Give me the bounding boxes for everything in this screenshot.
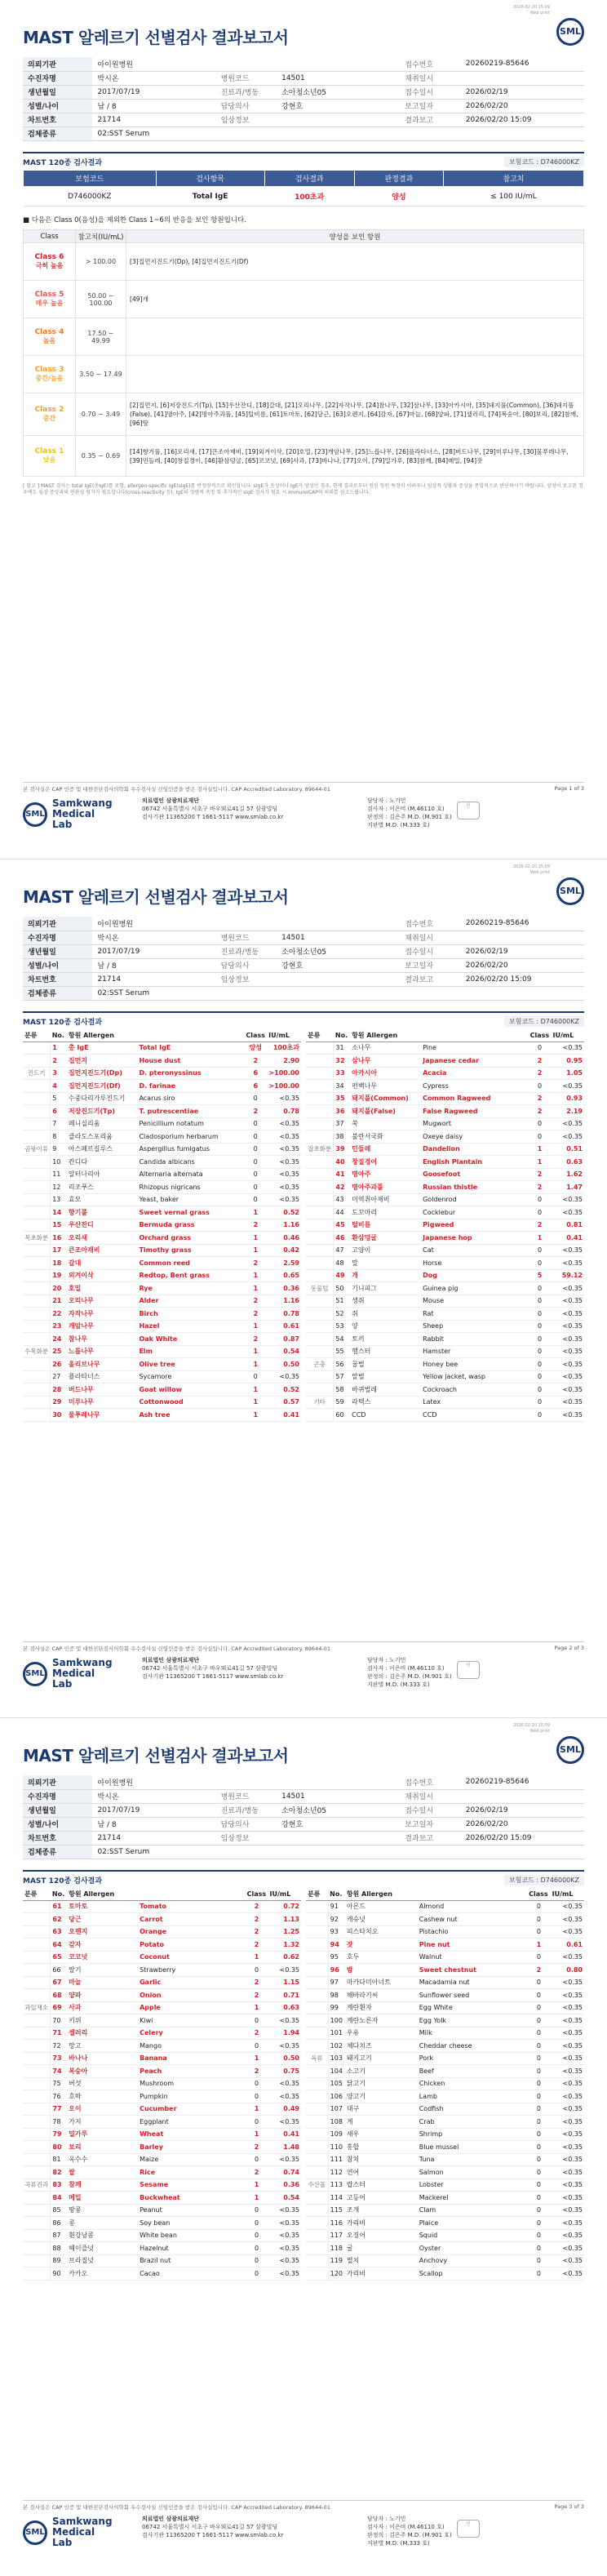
class-row xyxy=(24,281,584,318)
class-range: 3.50 ~ 17.49 xyxy=(76,356,126,393)
table-row: 62 당근 Carrot 2 1.13 xyxy=(23,1913,301,1926)
table-row: 26 올리브나무 Olive tree 1 0.50 xyxy=(23,1358,301,1371)
table-row: 75 버섯 Mushroom 0 <0.35 xyxy=(23,2077,301,2090)
results-section: MAST 120종 검사결과 보험코드 : D746000KZ 분류 No. 항원 Allergen Class IU/mL 1 총 IgE Total IgE 양성 100초과 2 집먼지 House dust 2 2.90 진드기 3 집먼지진드기(Dp) D. pteronyssinus 6 >100.00 4 집먼지진드기(Df) D. farinae 6 >100.00 5 수중다리가루진드기 Acarus siro 0 <0.35 6 저장진드기(Tp) T. putrescentiae 2 0.78 7 페니실리움 Penicillium notatum 0 <0.35 8 클라도스포리움 Cladosporium herbarum 0 <0.35 곰팡이류 9 아스페르길루스 Aspergillus fumigatus 0 <0.35 10 칸디다 Candida albicans 0 <0.35 11 알터나리아 Alternaria alternata 0 <0.35 12 리조푸스 Rhizopus nigricans 0 <0.35 13 효모 Yeast, baker 0 <0.35 14 향기풀 Sweet vernal grass 1 0.52 15 우산잔디 Bermuda grass 2 1.16 목초화분 16 오리새 Orchard grass 1 0.46 17 큰조아재비 Timothy grass 1 0.42 18 갈대 Common reed 2 2.59 19 외겨이삭 Redtop, Bent grass 1 0.65 20 호밀 Rye 1 0.36 21 오리나무 Alder 2 1.16 22 자작나무 Birch 2 0.78 23 개암나무 Hazel 1 0.61 24 참나무 Oak White 2 0.87 수목화분 25 느릅나무 Elm 1 0.54 26 올리브나무 Olive tree 1 0.50 27 플라타너스 Sycamore 0 <0.35 28 버드나무 Goat willow 1 0.52 29 미루나무 Cottonwood 1 0.57 30 물푸레나무 Ash tree 1 0.41 분류 No. 항원 Allergen Class IU/mL 31 소나무 Pine 0 <0.35 32 삼나무 Japanese cedar 2 0.95 33 아카시아 Acacia 2 1.05 34 편백나무 Cypress 0 <0.35 35 돼지풀(Common) Common Ragweed 2 0.93 36 돼지풀(False) False Ragweed 2 2.19 37 쑥 Mugwort 0 <0.35 38 불란서국화 Oxeye daisy 0 <0.35 잡초화분 39 민들레 Dandelion 1 0.51 40 창질경이 English Plantain 1 0.63 41 명아주 Goosefoot 2 1.62 42 명아주과풀 Russian thistle 2 1.47 43 미역취아재비 Goldenrod 0 <0.35 44 도꼬마리 Cocklebur 0 <0.35 45 털비름 Pigweed 2 0.81 46 환삼덩굴 Japanese hop 1 0.41 47 고양이 Cat 0 <0.35 48 말 Horse 0 <0.35 49 개 Dog 5 59.12 동물털 50 기니피그 Guinea pig 0 <0.35 51 생쥐 Mouse 0 <0.35 52 쥐 Rat 0 <0.35 53 양 Sheep 0 <0.35 54 토끼 Rabbit 0 <0.35 55 햄스터 Hamster 0 <0.35 곤충 56 꿀벌 Honey bee 0 <0.35 57 말벌 Yellow jacket, wasp 0 <0.35 58 바퀴벌레 Cockroach 0 <0.35 기타 59 라텍스 Latex 0 <0.35 60 CCD CCD 0 <0.35 xyxy=(0,1011,607,1422)
patient-info-table xyxy=(23,917,584,1001)
info-row: 의뢰기관 아이원병원 접수번호 20260219-85646 xyxy=(23,1775,584,1789)
sml-logo-icon: SML xyxy=(556,18,584,46)
table-row: 53 양 Sheep 0 <0.35 xyxy=(306,1320,584,1333)
company-logo: SML Samkwang Medical Lab xyxy=(23,798,117,830)
company-address: 의료법인 삼광의료재단 06742 서울특별시 서초구 바우뫼로41길 57 삼광빌딩 검사기관 11365200 T 1661-5117 www.smlab.co.kr xyxy=(142,1657,284,1680)
table-row: 1 총 IgE Total IgE 양성 100초과 xyxy=(23,1042,301,1055)
class-label: Class 4 높음 xyxy=(24,318,76,356)
table-row: 109 새우 Shrimp 0 <0.35 xyxy=(306,2128,584,2141)
class-table: Class 참고치(IU/mL) 양성을 보인 항원 Class 6 극히 높음 > 100.00 [3]집먼지진드기(Dp), [4]집먼지진드기(Df) Class 5 매우 높음 50.00 ~ 100.00 [49]개 Class 4 높음 17.50 ~ 49.99 Class 3 중간/높음 3.50 ~ 17.49 Class 2 중간 0.70 ~ 3.49 [2]집먼지, [6]저장진드기(Tp), [15]우산잔디, [18]갈대, [21]오리나무, [22]자작나무, [24]참나무, [32]삼나무, [33]아카시아, [35]돼지풀(Common), [36]돼지풀(False), [41]명아주, [42]명아주과풀, [45]털비름, [61]토마토, [62]당근, [63]오렌지, [64]감자, [67]마늘, [68]양파, [71]셀러리, [74]복숭아, [80]보리, [82]참깨, [96]땅 Class 1 낮음 0.35 ~ 0.69 [14]향기풀, [16]오리새, [17]큰조아재비, [19]외겨이삭, [20]호밀, [23]개암나무, [25]느릅나무, [26]플라타너스, [28]버드나무, [29]미루나무, [30]물푸레나무, [39]민들레, [40]창질경이, [46]환삼덩굴, [65]코코넛, [69]사과, [73]바나나, [77]오이, [79]밀가루, [83]참깨, [84]메밀, [94]잣 xyxy=(23,229,584,477)
company-logo: SML Samkwang Medical Lab xyxy=(23,2516,117,2548)
table-row: 기타 59 라텍스 Latex 0 <0.35 xyxy=(306,1396,584,1409)
info-row: 생년월일 2017/07/19 진료과/병동 소아청소년05 접수일시 2026/02/19 xyxy=(23,1803,584,1817)
table-row: 46 환삼덩굴 Japanese hop 1 0.41 xyxy=(306,1232,584,1245)
table-row: 85 땅콩 Peanut 0 <0.35 xyxy=(23,2204,301,2217)
info-row: 성별/나이 남 / 8 담당의사 강현호 보고일자 2026/02/20 xyxy=(23,1817,584,1831)
table-row: 48 말 Horse 0 <0.35 xyxy=(306,1257,584,1270)
table-row: 116 가리비 Plaice 0 <0.35 xyxy=(306,2217,584,2230)
table-row: 6 저장진드기(Tp) T. putrescentiae 2 0.78 xyxy=(23,1105,301,1118)
table-row: 목초화분 16 오리새 Orchard grass 1 0.46 xyxy=(23,1232,301,1245)
results-table-left xyxy=(23,1888,301,2281)
company-address: 의료법인 삼광의료재단 06742 서울특별시 서초구 바우뫼로41길 57 삼광빌딩 검사기관 11365200 T 1661-5117 www.smlab.co.kr xyxy=(142,797,284,820)
results-grid xyxy=(23,1029,584,1422)
table-row: 11 알터나리아 Alternaria alternata 0 <0.35 xyxy=(23,1168,301,1181)
table-row: 106 양고기 Lamb 0 <0.35 xyxy=(306,2090,584,2103)
table-row: 89 브라질넛 Brazil nut 0 <0.35 xyxy=(23,2254,301,2267)
table-row: 잡초화분 39 민들레 Dandelion 1 0.51 xyxy=(306,1143,584,1156)
class-range: 0.70 ~ 3.49 xyxy=(76,393,126,436)
summary-table: 보험코드 검사항목 검사결과 판정결과 참고치 D746000KZ Total IgE 100초과 양성 ≤ 100 IU/mL xyxy=(23,170,584,207)
table-row: 21 오리나무 Alder 2 1.16 xyxy=(23,1295,301,1308)
class-range: 17.50 ~ 49.99 xyxy=(76,318,126,356)
section-title: MAST 120종 검사결과 xyxy=(23,159,103,167)
table-row: 15 우산잔디 Bermuda grass 2 1.16 xyxy=(23,1219,301,1232)
table-row: 98 해바라기씨 Sunflower seed 0 <0.35 xyxy=(306,1989,584,2002)
info-row: 생년월일 2017/07/19 진료과/병동 소아청소년05 접수일시 2026/02/19 xyxy=(23,944,584,958)
table-row: 111 참치 Tuna 0 <0.35 xyxy=(306,2153,584,2166)
class-antigens: [3]집먼지진드기(Dp), [4]집먼지진드기(Df) xyxy=(126,243,584,281)
signers: 담당자 : 노기민 검사자 : 이은비 (M.46110 호) 판정의 : 김은주 M.D. (M.901 호) 지판별 M.D. (M.333 호) xyxy=(367,1657,452,1688)
class-row xyxy=(24,436,584,477)
table-row: 24 참나무 Oak White 2 0.87 xyxy=(23,1333,301,1346)
table-row: 87 흰강낭콩 White bean 0 <0.35 xyxy=(23,2229,301,2242)
seal-icon: 인 xyxy=(457,802,480,819)
table-row: 74 복숭아 Peach 2 0.75 xyxy=(23,2065,301,2078)
class-range: > 100.00 xyxy=(76,243,126,281)
table-row: 4 집먼지진드기(Df) D. farinae 6 >100.00 xyxy=(23,1080,301,1093)
table-row: 과일채소 69 사과 Apple 1 0.63 xyxy=(23,2001,301,2014)
table-row: 64 감자 Potato 2 1.32 xyxy=(23,1939,301,1952)
results-section: MAST 120종 검사결과 보험코드 : D746000KZ 분류 No. 항원 Allergen Class IU/mL 61 토마토 Tomato 2 0.72 62 당근 Carrot 2 1.13 63 오렌지 Orange 2 1.25 64 감자 Potato 2 1.32 65 코코넛 Coconut 1 0.62 66 딸기 Strawberry 0 <0.35 67 마늘 Garlic 2 1.15 68 양파 Onion 2 0.71 과일채소 69 사과 Apple 1 0.63 70 키위 Kiwi 0 <0.35 71 셀러리 Celery 2 1.94 72 망고 Mango 0 <0.35 73 바나나 Banana 1 0.50 74 복숭아 Peach 2 0.75 75 버섯 Mushroom 0 <0.35 76 호박 Pumpkin 0 <0.35 77 오이 Cucumber 1 0.49 78 가지 Eggplant 0 <0.35 79 밀가루 Wheat 1 0.41 80 보리 Barley 2 1.48 81 옥수수 Maize 0 <0.35 82 쌀 Rice 2 0.74 곡류견과 83 참깨 Sesame 1 0.36 84 메밀 Buckwheat 1 0.54 85 땅콩 Peanut 0 <0.35 86 콩 Soy bean 0 <0.35 87 흰강낭콩 White bean 0 <0.35 88 헤이즐넛 Hazelnut 0 <0.35 89 브라질넛 Brazil nut 0 <0.35 90 카카오 Cacao 0 <0.35 분류 No. 항원 Allergen Class IU/mL 91 아몬드 Almond 0 <0.35 92 캐슈넛 Cashew nut 0 <0.35 93 피스타치오 Pistachio 0 <0.35 94 잣 Pine nut 1 0.61 95 호두 Walnut 0 <0.35 96 밤 Sweet chestnut 2 0.80 97 마카다미아너트 Macadamia nut 0 <0.35 98 해바라기씨 Sunflower seed 0 <0.35 99 계란흰자 Egg White 0 <0.35 100 계란노른자 Egg Yolk 0 <0.35 101 우유 Milk 0 <0.35 102 체다치즈 Cheddar cheese 0 <0.35 육류 103 돼지고기 Pork 0 <0.35 104 소고기 Beef 0 <0.35 105 닭고기 Chicken 0 <0.35 106 양고기 Lamb 0 <0.35 107 대구 Codfish 0 <0.35 108 게 Crab 0 <0.35 109 새우 Shrimp 0 <0.35 110 홍합 Blue mussel 0 <0.35 111 참치 Tuna 0 <0.35 112 연어 Salmon 0 <0.35 수산물 113 랍스터 Lobster 0 <0.35 114 고등어 Mackerel 0 <0.35 115 조개 Clam 0 <0.35 116 가리비 Plaice 0 <0.35 117 오징어 Squid 0 <0.35 118 굴 Oyster 0 <0.35 119 멸치 Anchovy 0 <0.35 120 가리비 Scallop 0 <0.35 xyxy=(0,1870,607,2281)
table-row: 61 토마토 Tomato 2 0.72 xyxy=(23,1900,301,1913)
table-row: 진드기 3 집먼지진드기(Dp) D. pteronyssinus 6 >100.00 xyxy=(23,1067,301,1080)
table-row: 79 밀가루 Wheat 1 0.41 xyxy=(23,2128,301,2141)
table-row: 육류 103 돼지고기 Pork 0 <0.35 xyxy=(306,2052,584,2065)
table-row: 81 옥수수 Maize 0 <0.35 xyxy=(23,2153,301,2166)
table-row: 78 가지 Eggplant 0 <0.35 xyxy=(23,2116,301,2129)
table-row: 120 가리비 Scallop 0 <0.35 xyxy=(306,2267,584,2281)
table-row: 95 호두 Walnut 0 <0.35 xyxy=(306,1951,584,1964)
table-row: 51 생쥐 Mouse 0 <0.35 xyxy=(306,1295,584,1308)
info-row: 차트번호 21714 임상정보 결과보고 2026/02/20 15:09 xyxy=(23,113,584,127)
sml-logo-icon: SML xyxy=(556,1736,584,1764)
report-title: MAST 알레르기 선별검사 결과보고서 xyxy=(23,28,289,47)
company-logo: SML Samkwang Medical Lab xyxy=(23,1658,117,1690)
table-row: 20 호밀 Rye 1 0.36 xyxy=(23,1282,301,1295)
signers: 담당자 : 노기민 검사자 : 이은비 (M.46110 호) 판정의 : 김은주 M.D. (M.901 호) 지판별 M.D. (M.333 호) xyxy=(367,797,452,828)
table-row: 12 리조푸스 Rhizopus nigricans 0 <0.35 xyxy=(23,1181,301,1194)
table-row: 곰팡이류 9 아스페르길루스 Aspergillus fumigatus 0 <0.35 xyxy=(23,1143,301,1156)
table-row: 8 클라도스포리움 Cladosporium herbarum 0 <0.35 xyxy=(23,1130,301,1144)
table-row: 86 콩 Soy bean 0 <0.35 xyxy=(23,2217,301,2230)
table-row: 57 말벌 Yellow jacket, wasp 0 <0.35 xyxy=(306,1370,584,1383)
table-header: 분류 No. 항원 Allergen Class IU/mL xyxy=(23,1888,301,1900)
table-row: 107 대구 Codfish 0 <0.35 xyxy=(306,2103,584,2116)
table-row: 29 미루나무 Cottonwood 1 0.57 xyxy=(23,1396,301,1409)
page-footer: 본 검사실은 CAP 인증 및 대한진단검사의학회 우수검사실 신임인증을 받은 검사실입니다. CAP Accredited Laboratory. 89644-01 Page 3 of 3 xyxy=(23,2500,584,2511)
class-antigens xyxy=(126,318,584,356)
table-row: 71 셀러리 Celery 2 1.94 xyxy=(23,2027,301,2040)
info-row: 차트번호 21714 임상정보 결과보고 2026/02/20 15:09 xyxy=(23,972,584,986)
class-antigens xyxy=(126,356,584,393)
class-antigens: [2]집먼지, [6]저장진드기(Tp), [15]우산잔디, [18]갈대, [21]오리나무, [22]자작나무, [24]참나무, [32]삼나무, [33]아카시아, [35]돼지풀(Common), [36]돼지풀(False), [41]명아주, [42]명아주과풀, [45]털비름, [61]토마토, [62]당근, [63]오렌지, [64]감자, [67]마늘, [68]양파, [71]셀러리, [74]복숭아, [80]보리, [82]참깨, [96]땅 xyxy=(126,393,584,436)
table-row: 34 편백나무 Cypress 0 <0.35 xyxy=(306,1080,584,1093)
company-address: 의료법인 삼광의료재단 06742 서울특별시 서초구 바우뫼로41길 57 삼광빌딩 검사기관 11365200 T 1661-5117 www.smlab.co.kr xyxy=(142,2516,284,2538)
page-footer: 본 검사실은 CAP 인증 및 대한진단검사의학회 우수검사실 신임인증을 받은 검사실입니다. CAP Accredited Laboratory. 89644-01 Page 2 of 3 xyxy=(23,1641,584,1652)
table-row: 68 양파 Onion 2 0.71 xyxy=(23,1989,301,2002)
table-row: 22 자작나무 Birch 2 0.78 xyxy=(23,1308,301,1321)
table-row: 60 CCD CCD 0 <0.35 xyxy=(306,1409,584,1422)
info-row: 검체종류 02:SST Serum xyxy=(23,1845,584,1859)
table-row: 118 굴 Oyster 0 <0.35 xyxy=(306,2242,584,2255)
table-header: 분류 No. 항원 Allergen Class IU/mL xyxy=(23,1029,301,1042)
info-row: 성별/나이 남 / 8 담당의사 강현호 보고일자 2026/02/20 xyxy=(23,99,584,113)
table-row: 18 갈대 Common reed 2 2.59 xyxy=(23,1257,301,1270)
table-row: 91 아몬드 Almond 0 <0.35 xyxy=(306,1900,584,1913)
table-header: 분류 No. 항원 Allergen Class IU/mL xyxy=(306,1888,584,1900)
table-row: 52 쥐 Rat 0 <0.35 xyxy=(306,1308,584,1321)
info-row: 차트번호 21714 임상정보 결과보고 2026/02/20 15:09 xyxy=(23,1831,584,1845)
sml-logo-icon: SML xyxy=(556,877,584,905)
table-row: 55 햄스터 Hamster 0 <0.35 xyxy=(306,1345,584,1358)
table-row: 수산물 113 랍스터 Lobster 0 <0.35 xyxy=(306,2178,584,2192)
table-row: 70 키위 Kiwi 0 <0.35 xyxy=(23,2014,301,2027)
table-row: 58 바퀴벌레 Cockroach 0 <0.35 xyxy=(306,1383,584,1397)
table-row: 96 밤 Sweet chestnut 2 0.80 xyxy=(306,1964,584,1977)
table-row: 27 플라타너스 Sycamore 0 <0.35 xyxy=(23,1370,301,1383)
table-row: 수목화분 25 느릅나무 Elm 1 0.54 xyxy=(23,1345,301,1358)
table-row: 43 미역취아재비 Goldenrod 0 <0.35 xyxy=(306,1193,584,1206)
info-row: 성별/나이 남 / 8 담당의사 강현호 보고일자 2026/02/20 xyxy=(23,958,584,972)
table-row: 28 버드나무 Goat willow 1 0.52 xyxy=(23,1383,301,1397)
class-antigens: [49]개 xyxy=(126,281,584,318)
info-row: 생년월일 2017/07/19 진료과/병동 소아청소년05 접수일시 2026/02/19 xyxy=(23,85,584,99)
table-row: 73 바나나 Banana 1 0.50 xyxy=(23,2052,301,2065)
table-row: 105 닭고기 Chicken 0 <0.35 xyxy=(306,2077,584,2090)
info-row: 수진자명 박시온 병원코드 14501 채취일시 xyxy=(23,71,584,85)
table-row: 19 외겨이삭 Redtop, Bent grass 1 0.65 xyxy=(23,1269,301,1282)
table-row: 97 마카다미아너트 Macadamia nut 0 <0.35 xyxy=(306,1976,584,1989)
table-row: 14 향기풀 Sweet vernal grass 1 0.52 xyxy=(23,1206,301,1219)
table-row: 100 계란노른자 Egg Yolk 0 <0.35 xyxy=(306,2014,584,2027)
class-row xyxy=(24,356,584,393)
table-row: 110 홍합 Blue mussel 0 <0.35 xyxy=(306,2141,584,2154)
class-range: 50.00 ~ 100.00 xyxy=(76,281,126,318)
table-row: 41 명아주 Goosefoot 2 1.62 xyxy=(306,1168,584,1181)
results-table-right xyxy=(306,1029,584,1422)
report-title: MAST 알레르기 선별검사 결과보고서 xyxy=(23,1746,289,1765)
info-row: 수진자명 박시온 병원코드 14501 채취일시 xyxy=(23,1789,584,1803)
table-row: 90 카카오 Cacao 0 <0.35 xyxy=(23,2267,301,2281)
table-row: 곡류견과 83 참깨 Sesame 1 0.36 xyxy=(23,2178,301,2192)
table-row: 117 오징어 Squid 0 <0.35 xyxy=(306,2229,584,2242)
table-row: 23 개암나무 Hazel 1 0.61 xyxy=(23,1320,301,1333)
report-page-3: 2026-02-20 15:09 Web print MAST 알레르기 선별검사 결과보고서 SML 의뢰기관 아이원병원 접수번호 20260219-85646 수진자명 박시온 병원코드 14501 채취일시 생년월일 2017/07/19 진료과/병동 소아청소년05 접수일시 2026/02/19 성별/나이 남 / 8 담당의사 강현호 보고일자 2026/02/20 차트번호 21714 임상정보 결과보고 2026/02/20 15:09 검체종류 02:SST Serum MAST 120종 검사결과 보험코드 : D746000KZ 분류 No. 항원 Allergen Class IU/mL 61 토마토 Tomato 2 0.72 62 당근 Carrot 2 1.13 63 오렌지 Orange 2 1.25 64 감자 Potato 2 1.32 65 코코넛 Coconut 1 0.62 66 딸기 Strawberry 0 <0.35 67 마늘 Garlic 2 1.15 68 양파 Onion 2 0.71 과일채소 69 사과 Apple 1 0.63 70 키위 Kiwi 0 <0.35 71 셀러리 Celery 2 1.94 72 망고 Mango 0 <0.35 73 바나나 Banana 1 0.50 74 복숭아 Peach 2 0.75 75 버섯 Mushroom 0 <0.35 76 호박 Pumpkin 0 <0.35 77 오이 Cucumber 1 0.49 78 가지 Eggplant 0 <0.35 79 밀가루 Wheat 1 0.41 80 보리 Barley 2 1.48 81 옥수수 Maize 0 <0.35 82 쌀 Rice 2 0.74 곡류견과 83 참깨 Sesame 1 0.36 84 메밀 Buckwheat 1 0.54 85 땅콩 Peanut 0 <0.35 86 콩 Soy bean 0 <0.35 87 흰강낭콩 White bean 0 <0.35 88 헤이즐넛 Hazelnut 0 <0.35 89 브라질넛 Brazil nut 0 <0.35 90 카카오 Cacao 0 <0.35 분류 No. 항원 Allergen Class IU/mL 91 아몬드 Almond 0 <0.35 92 캐슈넛 Cashew nut 0 <0.35 93 피스타치오 Pistachio 0 <0.35 94 잣 Pine nut 1 0.61 95 호두 Walnut 0 <0.35 96 밤 Sweet chestnut 2 0.80 97 마카다미아너트 Macadamia nut 0 <0.35 98 해바라기씨 Sunflower seed 0 <0.35 99 계란흰자 Egg White 0 <0.35 100 계란노른자 Egg Yolk 0 <0.35 101 우유 Milk 0 <0.35 102 체다치즈 Cheddar cheese 0 <0.35 육류 103 돼지고기 Pork 0 <0.35 104 소고기 Beef 0 <0.35 105 닭고기 Chicken 0 <0.35 106 양고기 Lamb 0 <0.35 107 대구 Codfish 0 <0.35 108 게 Crab 0 <0.35 109 새우 Shrimp 0 <0.35 110 홍합 Blue mussel 0 <0.35 111 참치 Tuna 0 <0.35 112 연어 Salmon 0 <0.35 수산물 113 랍스터 Lobster 0 <0.35 114 고등어 Mackerel 0 <0.35 115 조개 Clam 0 <0.35 116 가리비 Plaice 0 <0.35 117 오징어 Squid 0 <0.35 118 굴 Oyster 0 <0.35 119 멸치 Anchovy 0 <0.35 120 가리비 Scallop 0 <0.35 본 검사실은 CAP 인증 및 대한진단검사의학회 우수검사실 신임인증을 받은 검사실입니다. CAP Accredited Laboratory. 89644-01 Page 3 of 3 SML Samkwang Medical Lab 의료법인 삼광의료재단 06742 서울특별시 서초구 바우뫼로41길 57 삼광빌딩 검사기관 11365200 T 1661-5117 www.smlab.co.kr 담당자 : 노기민 검사자 : 이은비 (M.46110 호) 판정의 : 김은주 M.D. (M.901 호) 지판별 M.D. (M.333 호) 인 xyxy=(0,1717,607,2576)
class-label: Class 1 낮음 xyxy=(24,436,76,477)
table-row: 67 마늘 Garlic 2 1.15 xyxy=(23,1976,301,1989)
table-row: 66 딸기 Strawberry 0 <0.35 xyxy=(23,1964,301,1977)
table-row: 38 불란서국화 Oxeye daisy 0 <0.35 xyxy=(306,1130,584,1144)
patient-info-table xyxy=(23,1775,584,1859)
table-row: 40 창질경이 English Plantain 1 0.63 xyxy=(306,1156,584,1169)
sml-icon: SML xyxy=(23,802,47,827)
table-row: 32 삼나무 Japanese cedar 2 0.95 xyxy=(306,1055,584,1068)
table-row: 114 고등어 Mackerel 0 <0.35 xyxy=(306,2192,584,2205)
report-page-1 xyxy=(0,0,607,859)
table-row: 112 연어 Salmon 0 <0.35 xyxy=(306,2166,584,2179)
table-row: 115 조개 Clam 0 <0.35 xyxy=(306,2204,584,2217)
class-label: Class 3 중간/높음 xyxy=(24,356,76,393)
table-row: 44 도꼬마리 Cocklebur 0 <0.35 xyxy=(306,1206,584,1219)
table-row: 45 털비름 Pigweed 2 0.81 xyxy=(306,1219,584,1232)
info-row: 의뢰기관 아이원병원 접수번호 20260219-85646 xyxy=(23,57,584,71)
class-row xyxy=(24,318,584,356)
summary-section xyxy=(0,152,607,496)
table-header: 분류 No. 항원 Allergen Class IU/mL xyxy=(306,1029,584,1042)
table-row: 93 피스타치오 Pistachio 0 <0.35 xyxy=(306,1925,584,1939)
table-row: 65 코코넛 Coconut 1 0.62 xyxy=(23,1951,301,1964)
table-row: 63 오렌지 Orange 2 1.25 xyxy=(23,1925,301,1939)
table-row: 36 돼지풀(False) False Ragweed 2 2.19 xyxy=(306,1105,584,1118)
table-row: 5 수중다리가루진드기 Acarus siro 0 <0.35 xyxy=(23,1092,301,1105)
table-row: 35 돼지풀(Common) Common Ragweed 2 0.93 xyxy=(306,1092,584,1105)
page-footer: 본 검사실은 CAP 인증 및 대한진단검사의학회 우수검사실 신임인증을 받은 검사실입니다. CAP Accredited Laboratory. 89644-01 Page 1 of 3 xyxy=(23,782,584,793)
patient-info-table xyxy=(23,57,584,141)
info-row: 검체종류 02:SST Serum xyxy=(23,127,584,140)
table-row: 94 잣 Pine nut 1 0.61 xyxy=(306,1939,584,1952)
results-table-left xyxy=(23,1029,301,1422)
table-row: 92 캐슈넛 Cashew nut 0 <0.35 xyxy=(306,1913,584,1926)
sml-icon: SML xyxy=(23,1662,47,1686)
seal-icon: 인 xyxy=(457,1661,480,1679)
table-row: 13 효모 Yeast, baker 0 <0.35 xyxy=(23,1193,301,1206)
class-range: 0.35 ~ 0.69 xyxy=(76,436,126,477)
table-row: 80 보리 Barley 2 1.48 xyxy=(23,2141,301,2154)
table-row: 119 멸치 Anchovy 0 <0.35 xyxy=(306,2254,584,2267)
table-row: 37 쑥 Mugwort 0 <0.35 xyxy=(306,1117,584,1130)
table-row: 동물털 50 기니피그 Guinea pig 0 <0.35 xyxy=(306,1282,584,1295)
table-row: 88 헤이즐넛 Hazelnut 0 <0.35 xyxy=(23,2242,301,2255)
class-label: Class 2 중간 xyxy=(24,393,76,436)
info-row: 검체종류 02:SST Serum xyxy=(23,986,584,1000)
table-row: 42 명아주과풀 Russian thistle 2 1.47 xyxy=(306,1181,584,1194)
table-row: 77 오이 Cucumber 1 0.49 xyxy=(23,2103,301,2116)
table-row: 108 게 Crab 0 <0.35 xyxy=(306,2116,584,2129)
table-row: 76 호박 Pumpkin 0 <0.35 xyxy=(23,2090,301,2103)
results-grid xyxy=(23,1888,584,2281)
info-row: 수진자명 박시온 병원코드 14501 채취일시 xyxy=(23,930,584,944)
table-row: 82 쌀 Rice 2 0.74 xyxy=(23,2166,301,2179)
table-row: 곤충 56 꿀벌 Honey bee 0 <0.35 xyxy=(306,1358,584,1371)
class-label: Class 6 극히 높음 xyxy=(24,243,76,281)
seal-icon: 인 xyxy=(457,2520,480,2538)
sml-icon: SML xyxy=(23,2520,47,2545)
table-row: 102 체다치즈 Cheddar cheese 0 <0.35 xyxy=(306,2040,584,2053)
report-page-2: 2026-02-20 15:09 Web print MAST 알레르기 선별검사 결과보고서 SML 의뢰기관 아이원병원 접수번호 20260219-85646 수진자명 박시온 병원코드 14501 채취일시 생년월일 2017/07/19 진료과/병동 소아청소년05 접수일시 2026/02/19 성별/나이 남 / 8 담당의사 강현호 보고일자 2026/02/20 차트번호 21714 임상정보 결과보고 2026/02/20 15:09 검체종류 02:SST Serum MAST 120종 검사결과 보험코드 : D746000KZ 분류 No. 항원 Allergen Class IU/mL 1 총 IgE Total IgE 양성 100초과 2 집먼지 House dust 2 2.90 진드기 3 집먼지진드기(Dp) D. pteronyssinus 6 >100.00 4 집먼지진드기(Df) D. farinae 6 >100.00 5 수중다리가루진드기 Acarus siro 0 <0.35 6 저장진드기(Tp) T. putrescentiae 2 0.78 7 페니실리움 Penicillium notatum 0 <0.35 8 클라도스포리움 Cladosporium herbarum 0 <0.35 곰팡이류 9 아스페르길루스 Aspergillus fumigatus 0 <0.35 10 칸디다 Candida albicans 0 <0.35 11 알터나리아 Alternaria alternata 0 <0.35 12 리조푸스 Rhizopus nigricans 0 <0.35 13 효모 Yeast, baker 0 <0.35 14 향기풀 Sweet vernal grass 1 0.52 15 우산잔디 Bermuda grass 2 1.16 목초화분 16 오리새 Orchard grass 1 0.46 17 큰조아재비 Timothy grass 1 0.42 18 갈대 Common reed 2 2.59 19 외겨이삭 Redtop, Bent grass 1 0.65 20 호밀 Rye 1 0.36 21 오리나무 Alder 2 1.16 22 자작나무 Birch 2 0.78 23 개암나무 Hazel 1 0.61 24 참나무 Oak White 2 0.87 수목화분 25 느릅나무 Elm 1 0.54 26 올리브나무 Olive tree 1 0.50 27 플라타너스 Sycamore 0 <0.35 28 버드나무 Goat willow 1 0.52 29 미루나무 Cottonwood 1 0.57 30 물푸레나무 Ash tree 1 0.41 분류 No. 항원 Allergen Class IU/mL 31 소나무 Pine 0 <0.35 32 삼나무 Japanese cedar 2 0.95 33 아카시아 Acacia 2 1.05 34 편백나무 Cypress 0 <0.35 35 돼지풀(Common) Common Ragweed 2 0.93 36 돼지풀(False) False Ragweed 2 2.19 37 쑥 Mugwort 0 <0.35 38 불란서국화 Oxeye daisy 0 <0.35 잡초화분 39 민들레 Dandelion 1 0.51 40 창질경이 English Plantain 1 0.63 41 명아주 Goosefoot 2 1.62 42 명아주과풀 Russian thistle 2 1.47 43 미역취아재비 Goldenrod 0 <0.35 44 도꼬마리 Cocklebur 0 <0.35 45 털비름 Pigweed 2 0.81 46 환삼덩굴 Japanese hop 1 0.41 47 고양이 Cat 0 <0.35 48 말 Horse 0 <0.35 49 개 Dog 5 59.12 동물털 50 기니피그 Guinea pig 0 <0.35 51 생쥐 Mouse 0 <0.35 52 쥐 Rat 0 <0.35 53 양 Sheep 0 <0.35 54 토끼 Rabbit 0 <0.35 55 햄스터 Hamster 0 <0.35 곤충 56 꿀벌 Honey bee 0 <0.35 57 말벌 Yellow jacket, wasp 0 <0.35 58 바퀴벌레 Cockroach 0 <0.35 기타 59 라텍스 Latex 0 <0.35 60 CCD CCD 0 <0.35 본 검사실은 CAP 인증 및 대한진단검사의학회 우수검사실 신임인증을 받은 검사실입니다. CAP Accredited Laboratory. 89644-01 Page 2 of 3 SML Samkwang Medical Lab 의료법인 삼광의료재단 06742 서울특별시 서초구 바우뫼로41길 57 삼광빌딩 검사기관 11365200 T 1661-5117 www.smlab.co.kr 담당자 : 노기민 검사자 : 이은비 (M.46110 호) 판정의 : 김은주 M.D. (M.901 호) 지판별 M.D. (M.333 호) 인 xyxy=(0,859,607,1717)
class-note: ■ 다음은 Class 0(음성)을 제외한 Class 1~6의 반응을 보인 항원입니다. xyxy=(23,216,246,224)
table-row: 104 소고기 Beef 0 <0.35 xyxy=(306,2065,584,2078)
print-stamp: 2026-02-20 15:09 Web print xyxy=(512,5,550,16)
table-row: 101 우유 Milk 0 <0.35 xyxy=(306,2027,584,2040)
table-row: 47 고양이 Cat 0 <0.35 xyxy=(306,1244,584,1257)
table-row: 84 메밀 Buckwheat 1 0.54 xyxy=(23,2192,301,2205)
table-row: 17 큰조아재비 Timothy grass 1 0.42 xyxy=(23,1244,301,1257)
report-title: MAST 알레르기 선별검사 결과보고서 xyxy=(23,887,289,907)
class-row xyxy=(24,393,584,436)
table-row: 99 계란흰자 Egg White 0 <0.35 xyxy=(306,2001,584,2014)
table-row: 54 토끼 Rabbit 0 <0.35 xyxy=(306,1333,584,1346)
insurance-code: 보험코드 : D746000KZ xyxy=(504,157,584,167)
class-antigens: [14]향기풀, [16]오리새, [17]큰조아재비, [19]외겨이삭, [20]호밀, [23]개암나무, [25]느릅나무, [26]플라타너스, [28]버드나무, [29]미루나무, [30]물푸레나무, [39]민들레, [40]창질경이, [46]환삼덩굴, [65]코코넛, [69]사과, [73]바나나, [77]오이, [79]밀가루, [83]참깨, [84]메밀, [94]잣 xyxy=(126,436,584,477)
table-row: 30 물푸레나무 Ash tree 1 0.41 xyxy=(23,1409,301,1422)
class-label: Class 5 매우 높음 xyxy=(24,281,76,318)
table-row: 7 페니실리움 Penicillium notatum 0 <0.35 xyxy=(23,1117,301,1130)
signers: 담당자 : 노기민 검사자 : 이은비 (M.46110 호) 판정의 : 김은주 M.D. (M.901 호) 지판별 M.D. (M.333 호) xyxy=(367,2516,452,2547)
info-row: 의뢰기관 아이원병원 접수번호 20260219-85646 xyxy=(23,917,584,930)
table-row: 10 칸디다 Candida albicans 0 <0.35 xyxy=(23,1156,301,1169)
table-row: 72 망고 Mango 0 <0.35 xyxy=(23,2040,301,2053)
class-row xyxy=(24,243,584,281)
table-row: 31 소나무 Pine 0 <0.35 xyxy=(306,1042,584,1055)
results-table-right xyxy=(306,1888,584,2281)
table-row: 33 아카시아 Acacia 2 1.05 xyxy=(306,1067,584,1080)
footnote: [ 참고 ] MAST 검사는 total IgE(총IgE)를 포함, allergen-specific IgE(sIgE)를 반정량적으로 확인합니다. sIgE가 음성이나 IgE가 양성인 경우, 현재 결과로부터 원인 항원 특정이 어려우나 임상적 상황과 증상을 종합적으로 판단하시기 바랍니다. 양성이 보고된 경우에도 임상 증상과의 연관성 평가가 필요합니다(cross-reactivity 등). IgE의 정량적 측정 및 추가적인 sIgE 검사가 필요 시 ImmunoCAP의 의뢰를 권고드립니다. xyxy=(23,483,583,495)
table-row: 49 개 Dog 5 59.12 xyxy=(306,1269,584,1282)
table-row: 2 집먼지 House dust 2 2.90 xyxy=(23,1055,301,1068)
